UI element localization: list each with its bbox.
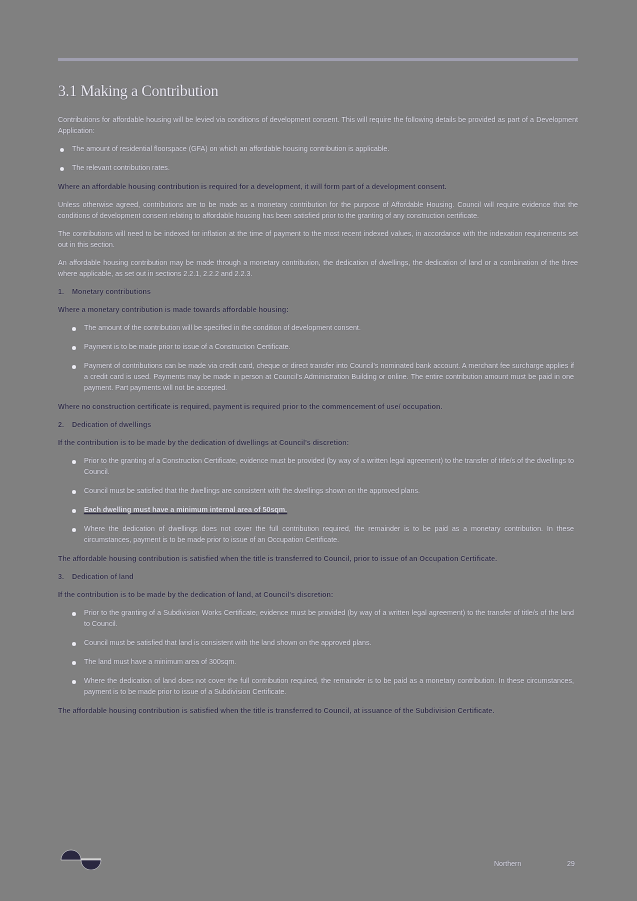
bullet-icon [72,365,76,369]
list-item: The relevant contribution rates. [58,163,578,174]
list-item: Each dwelling must have a minimum internal area of 50sqm. [58,505,578,516]
list-item: Payment of contributions can be made via credit card, cheque or direct transfer into Council's nominated bank account. A merchant fee surcharge applies if a credit card is used. Payments may be made in person at Council's Administration Building or online. The entire contribution amount must be paid in one payment. Part payments will not be accepted. [58,361,578,394]
indexation-paragraph: The contributions will need to be indexed for inflation at the time of payment to the most recent indexed values, in accordance with the indexation requirements set out in this section. [58,230,578,249]
monetary-bullet-list [58,323,578,394]
list-item: The amount of residential floorspace (GFA) on which an affordable housing contribution is applicable. [58,144,578,155]
bullet-icon [72,680,76,684]
list-item: Where the dedication of land does not cover the full contribution required, the remainder is to be paid as a monetary contribution. In these circumstances, payment is to be made prior to issue of a Subdivision Certificate. [58,676,578,698]
list-item: Prior to the granting of a Subdivision Works Certificate, evidence must be provided (by way of a written legal agreement) to the transfer of title/s of the land to Council. [58,608,578,630]
list-item: Where the dedication of dwellings does not cover the full contribution required, the remainder is to be paid as a monetary contribution. In these circumstances, payment is to be made prior to issue of an Occupation Certificate. [58,524,578,546]
bullet-icon [60,167,64,171]
bullet-icon [72,528,76,532]
list-item: Prior to the granting of a Construction Certificate, evidence must be provided (by way of a written legal agreement) to the transfer of title/s of the dwellings to Council. [58,456,578,478]
bullet-icon [72,346,76,350]
document-page [58,58,578,724]
top-divider [58,58,578,61]
half-circles-wave-logo-icon [60,848,102,870]
subsection-closing: The affordable housing contribution is satisfied when the title is transferred to Council, prior to issue of an Occupation Certificate. [58,555,498,563]
bullet-icon [72,509,76,513]
intro-bullet-list [58,144,578,174]
subsection-heading-dwellings: 2. Dedication of dwellings [58,421,152,429]
list-item: The amount of the contribution will be specified in the condition of development consent. [58,323,578,334]
subsection-lead: If the contribution is to be made by the dedication of land, at Council's discretion: [58,591,334,599]
list-item: Council must be satisfied that land is consistent with the land shown on the approved plans. [58,638,578,649]
list-item: Payment is to be made prior to issue of a Construction Certificate. [58,342,578,353]
subsection-closing: The affordable housing contribution is satisfied when the title is transferred to Council, at issuance of the Subdivision Certificate. [58,707,495,715]
dwellings-bullet-list [58,456,578,546]
subsection-heading-land: 3. Dedication of land [58,573,134,581]
subsection-lead: If the contribution is to be made by the dedication of dwellings at Council's discretion: [58,439,349,447]
subsection-closing: Where no construction certificate is required, payment is required prior to the commencement of use/ occupation. [58,403,443,411]
list-item: The land must have a minimum area of 300sqm. [58,657,578,668]
section-heading: 3.1 Making a Contribution [58,83,219,100]
subsection-lead: Where a monetary contribution is made towards affordable housing: [58,306,289,314]
page-number: 29 [567,861,575,868]
consent-statement: Where an affordable housing contribution is required for a development, it will form part of a development consent. [58,183,447,191]
bullet-icon [72,327,76,331]
footer-organisation-name: Northern [494,861,522,868]
land-bullet-list [58,608,578,698]
methods-paragraph: An affordable housing contribution may be made through a monetary contribution, the dedication of dwellings, the dedication of land or a combination of the three where applicable, as set out in sections 2.2.1, 2.2.2 and 2.2.3. [58,259,578,278]
bullet-icon [72,642,76,646]
list-item: Council must be satisfied that the dwellings are consistent with the dwellings shown on the approved plans. [58,486,578,497]
bullet-icon [72,460,76,464]
bullet-icon [60,148,64,152]
subsection-heading-monetary: 1. Monetary contributions [58,288,151,296]
intro-paragraph: Contributions for affordable housing will be levied via conditions of development consent. This will require the following details be provided as part of a Development Application: [58,116,578,135]
monetary-default-paragraph: Unless otherwise agreed, contributions are to be made as a monetary contribution for the purpose of Affordable Housing. Council will require evidence that the conditions of development consent relating to affordable housing has been satisfied prior to the granting of any construction certificate. [58,201,578,220]
bullet-icon [72,661,76,665]
bullet-icon [72,490,76,494]
bullet-icon [72,612,76,616]
